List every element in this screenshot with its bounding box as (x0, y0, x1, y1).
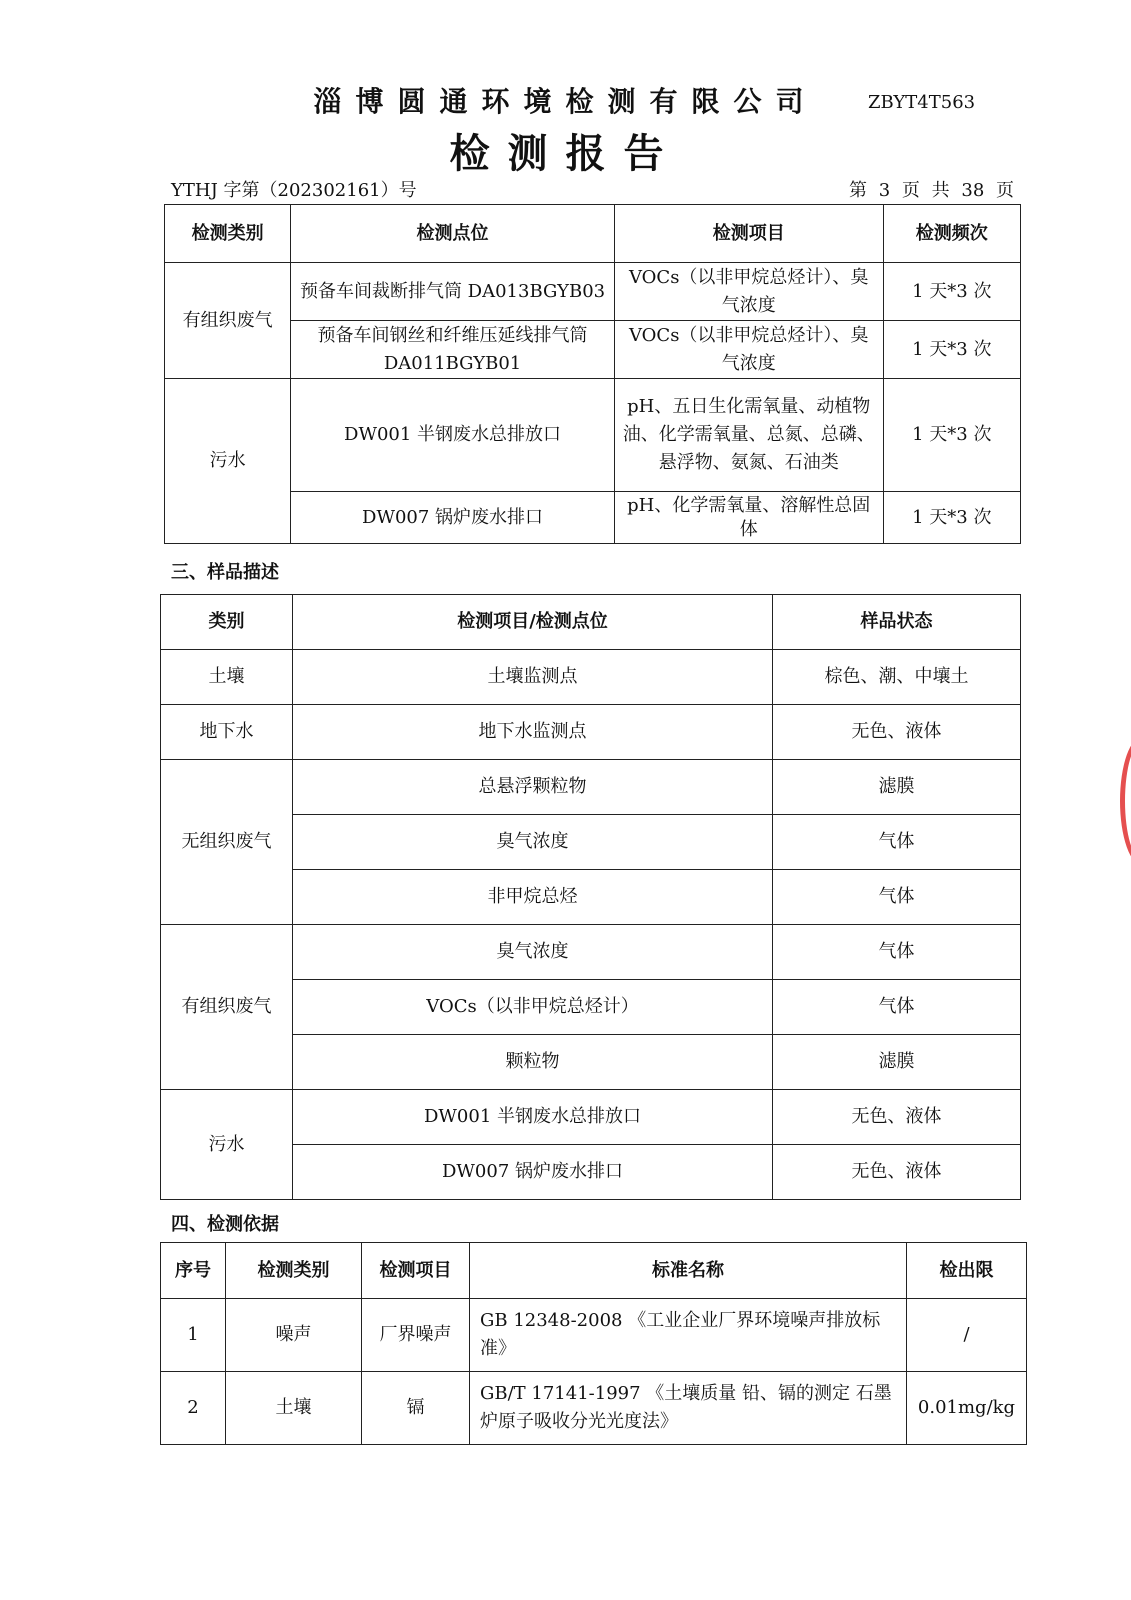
item-cell: 臭气浓度 (293, 815, 773, 870)
table-header: 检测项目 (362, 1243, 470, 1299)
state-cell: 无色、液体 (773, 705, 1021, 760)
table-header: 序号 (161, 1243, 226, 1299)
item-cell: 非甲烷总烃 (293, 870, 773, 925)
page-number: 第 3 页 共 38 页 (849, 180, 1014, 201)
table-header: 检测类别 (226, 1243, 362, 1299)
freq-cell: 1 天*3 次 (883, 379, 1020, 492)
item-cell: DW007 锅炉废水排口 (293, 1145, 773, 1200)
state-cell: 滤膜 (773, 760, 1021, 815)
standard-cell: GB 12348-2008 《工业企业厂界环境噪声排放标准》 (470, 1299, 907, 1372)
report-code: ZBYT4T563 (868, 92, 976, 113)
category-cell: 污水 (161, 1090, 293, 1200)
limit-cell: / (907, 1299, 1027, 1372)
category-cell: 土壤 (226, 1372, 362, 1445)
seal-stamp (1120, 736, 1131, 866)
company-name: 淄博圆通环境检测有限公司 (313, 85, 818, 118)
state-cell: 气体 (773, 980, 1021, 1035)
report-title: 检测报告 (449, 130, 682, 177)
item-cell: 臭气浓度 (293, 925, 773, 980)
row-number: 1 (161, 1299, 226, 1372)
table-header: 检出限 (907, 1243, 1027, 1299)
section-title: 四、检测依据 (171, 1214, 279, 1235)
standard-cell: GB/T 17141-1997 《土壤质量 铅、镉的测定 石墨炉原子吸收分光光度法》 (470, 1372, 907, 1445)
category-cell: 噪声 (226, 1299, 362, 1372)
point-cell: 预备车间钢丝和纤维压延线排气筒 DA011BGYB01 (291, 321, 615, 379)
item-cell: VOCs（以非甲烷总烃计）、臭气浓度 (614, 321, 883, 379)
state-cell: 气体 (773, 815, 1021, 870)
state-cell: 无色、液体 (773, 1090, 1021, 1145)
item-cell: 土壤监测点 (293, 650, 773, 705)
category-cell: 污水 (165, 379, 291, 544)
item-cell: 总悬浮颗粒物 (293, 760, 773, 815)
section-title: 三、样品描述 (171, 562, 279, 583)
table-header: 检测类别 (165, 205, 291, 263)
table-header: 标准名称 (470, 1243, 907, 1299)
table-header: 检测项目 (614, 205, 883, 263)
item-cell: 厂界噪声 (362, 1299, 470, 1372)
freq-cell: 1 天*3 次 (883, 263, 1020, 321)
state-cell: 气体 (773, 925, 1021, 980)
category-cell: 地下水 (161, 705, 293, 760)
item-cell: VOCs（以非甲烷总烃计）、臭气浓度 (614, 263, 883, 321)
item-cell: 颗粒物 (293, 1035, 773, 1090)
sample-description-table (160, 594, 1021, 1200)
category-cell: 有组织废气 (165, 263, 291, 379)
item-cell: pH、五日生化需氧量、动植物油、化学需氧量、总氮、总磷、悬浮物、氨氮、石油类 (614, 379, 883, 492)
row-number: 2 (161, 1372, 226, 1445)
point-cell: DW001 半钢废水总排放口 (291, 379, 615, 492)
category-cell: 有组织废气 (161, 925, 293, 1090)
state-cell: 气体 (773, 870, 1021, 925)
item-cell: 地下水监测点 (293, 705, 773, 760)
table-header: 类别 (161, 595, 293, 650)
freq-cell: 1 天*3 次 (883, 321, 1020, 379)
item-cell: 镉 (362, 1372, 470, 1445)
limit-cell: 0.01mg/kg (907, 1372, 1027, 1445)
table-header: 检测项目/检测点位 (293, 595, 773, 650)
item-cell: pH、化学需氧量、溶解性总固体 (614, 492, 883, 544)
detection-plan-table (164, 204, 1021, 544)
category-cell: 无组织废气 (161, 760, 293, 925)
table-header: 检测频次 (883, 205, 1020, 263)
point-cell: 预备车间裁断排气筒 DA013BGYB03 (291, 263, 615, 321)
state-cell: 棕色、潮、中壤土 (773, 650, 1021, 705)
item-cell: DW001 半钢废水总排放口 (293, 1090, 773, 1145)
state-cell: 滤膜 (773, 1035, 1021, 1090)
freq-cell: 1 天*3 次 (883, 492, 1020, 544)
item-cell: VOCs（以非甲烷总烃计） (293, 980, 773, 1035)
category-cell: 土壤 (161, 650, 293, 705)
table-header: 检测点位 (291, 205, 615, 263)
detection-basis-table (160, 1242, 1027, 1445)
document-number: YTHJ 字第（202302161）号 (171, 180, 417, 201)
table-header: 样品状态 (773, 595, 1021, 650)
state-cell: 无色、液体 (773, 1145, 1021, 1200)
point-cell: DW007 锅炉废水排口 (291, 492, 615, 544)
